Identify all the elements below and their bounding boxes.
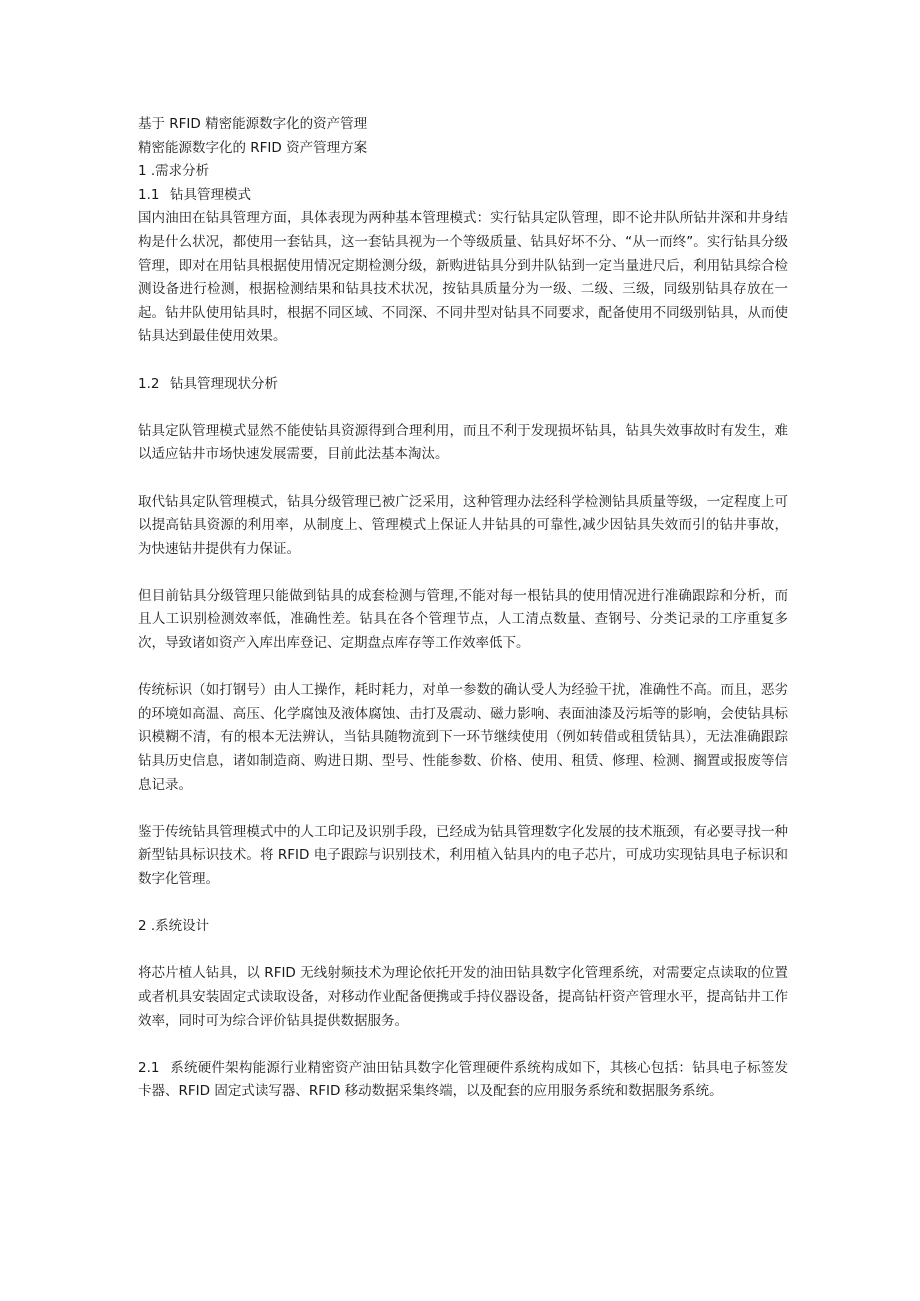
section-2-1-number: 2.1 xyxy=(138,1059,160,1076)
spacer xyxy=(138,561,788,585)
paragraph-traditional-marking: 传统标识（如打钢号）由人工操作，耗时耗力，对单一参数的确认受人为经验干扰，准确性不高。而且，恶劣的环境如高温、高压、化学腐蚀及液体腐蚀、击打及震动、磁力影响、表面油漆及污垢等的影响，会使钻具标识模糊不清，有的根本无法辨认，当钻具随物流到下一环节继续使用（例如转借或租赁钻具），无法准确跟踪钻具历史信息，诸如制造商、购进日期、型号、性能参数、价格、使用、租赁、修理、检测、搁置或报废等信息记录。 xyxy=(138,682,788,793)
section-1-2-title: 钻具管理现状分析 xyxy=(170,375,278,392)
spacer xyxy=(138,939,788,963)
paragraph-graded-management: 取代钻具定队管理模式，钻具分级管理已被广泛采用，这种管理办法经科学检测钻具质量等级，一定程度上可以提高钻具资源的利用率，从制度上、管理模式上保证人井钻具的可靠性,减少因钻具失效而引的钻井事故，为快速钻井提供有力保证。 xyxy=(138,493,788,557)
spacer xyxy=(138,467,788,491)
paragraph-system-design: 将芯片植人钻具，以 RFID 无线射频技术为理论依托开发的油田钻具数字化管理系统，对需要定点读取的位置或者机具安装固定式读取设备，对移动作业配备便携或手持仪器设备，提高钻杆资产管理水平，提高钻井工作效率，同时可为综合评价钻具提供数据服务。 xyxy=(138,965,788,1029)
section-1-2-number: 1.2 xyxy=(138,375,160,392)
paragraph-current-limits: 但目前钻具分级管理只能做到钻具的成套检测与管理,不能对每一根钻具的使用情况进行准确跟踪和分析，而且人工识别检测效率低，准确性差。钻具在各个管理节点，人工清点数量、查钢号、分类记录的工序重复多次，导致诸如资产入库出库登记、定期盘点库存等工作效率低下。 xyxy=(138,587,788,652)
doc-title: 基于 RFID 精密能源数字化的资产管理 xyxy=(138,116,368,132)
spacer xyxy=(138,1033,788,1057)
spacer xyxy=(138,797,788,821)
section-1-heading: 1 .需求分析 xyxy=(138,163,210,180)
document-body xyxy=(138,113,788,1104)
paragraph-rfid-solution: 鉴于传统钻具管理模式中的人工印记及识别手段，已经成为钻具管理数字化发展的技术瓶颈，有必要寻找一种新型钻具标识技术。将 RFID 电子跟踪与识别技术，利用植入钻具内的电子芯片，可成功实现钻具电子标识和数字化管理。 xyxy=(138,823,788,887)
paragraph-team-management: 钻具定队管理模式显然不能使钻具资源得到合理利用，而且不利于发现损坏钻具，钻具失效事故时有发生，难以适应钻井市场快速发展需要，目前此法基本淘汰。 xyxy=(138,422,788,463)
section-1-1-heading xyxy=(138,184,788,208)
section-1-1-title: 钻具管理模式 xyxy=(170,186,251,203)
spacer xyxy=(138,892,788,916)
paragraph-hardware-architecture xyxy=(138,1057,788,1104)
section-1-1-number: 1.1 xyxy=(138,186,160,203)
spacer xyxy=(138,396,788,420)
spacer xyxy=(138,656,788,680)
paragraph-management-modes: 国内油田在钻具管理方面，具体表现为两种基本管理模式：实行钻具定队管理，即不论井队所钻井深和井身结构是什么状况，都使用一套钻具，这一套钻具视为一个等级质量、钻具好坏不分、“从一而终”。实行钻具分级管理，即对在用钻具根据使用情况定期检测分级，新购进钻具分到井队钻到一定当量进尺后，利用钻具综合检测设备进行检测，根据检测结果和钻具技术状况，按钻具质量分为一级、二级、三级，同级别钻具存放在一起。钻井队使用钻具时，根据不同区域、不同深、不同井型对钻具不同要求，配备使用不同级别钻具，从而使钻具达到最佳使用效果。 xyxy=(138,210,788,345)
doc-subtitle: 精密能源数字化的 RFID 资产管理方案 xyxy=(138,139,368,156)
section-2-1-text: 系统硬件架构能源行业精密资产油田钻具数字化管理硬件系统构成如下，其核心包括：钻具电子标签发卡器、RFID 固定式读写器、RFID 移动数据采集终端，以及配套的应用服务系统和数据服务系统。 xyxy=(138,1059,788,1100)
spacer xyxy=(138,349,788,373)
section-1-2-heading xyxy=(138,373,788,397)
section-2-heading: 2 .系统设计 xyxy=(138,918,210,935)
